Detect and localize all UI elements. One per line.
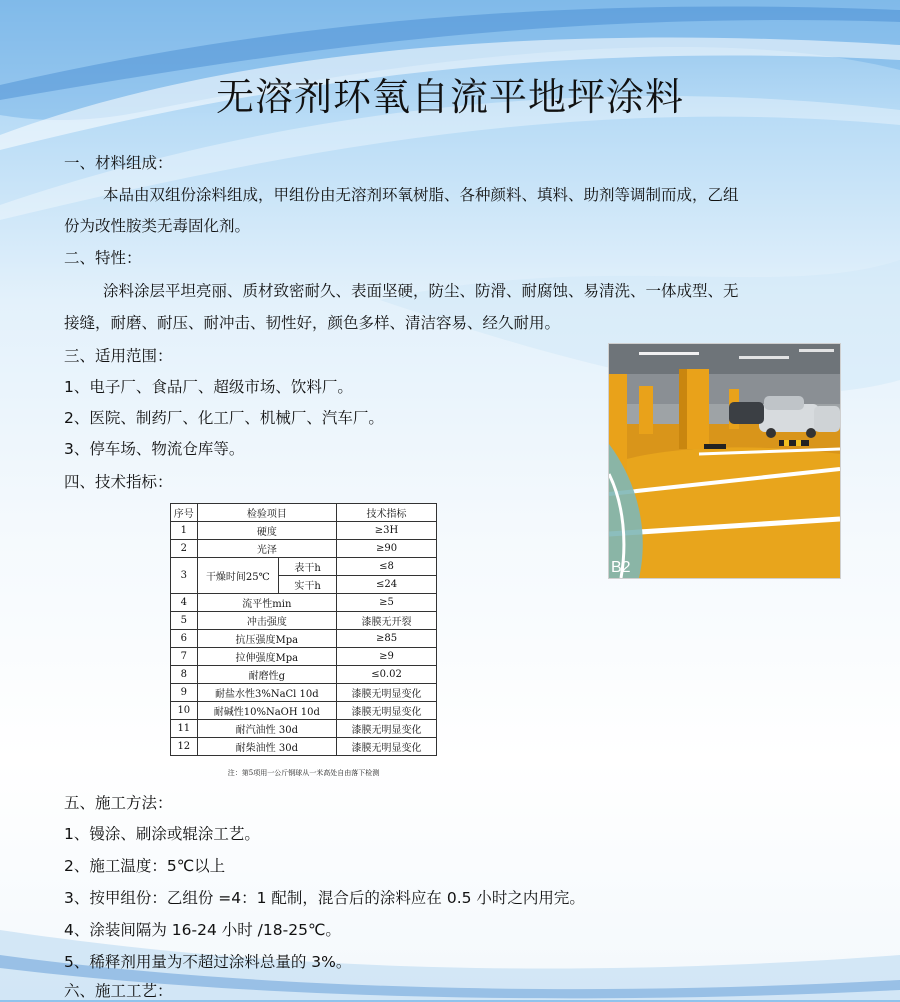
row-item: 耐汽油性 30d: [197, 720, 336, 738]
row-no: 5: [171, 612, 198, 630]
row-no: 6: [171, 630, 198, 648]
section1-paragraph-line1: 本品由双组份涂料组成，甲组份由无溶剂环氧树脂、各种颜料、填料、助剂等调制而成，乙组: [103, 186, 739, 204]
row-item: 耐柴油性 30d: [197, 738, 336, 756]
table-row: [171, 558, 437, 576]
parking-sign-text: B2: [611, 559, 631, 576]
table-row: [171, 630, 437, 648]
row-no: 1: [171, 522, 198, 540]
section4-heading: 四、技术指标：: [64, 473, 173, 491]
row-no: 4: [171, 594, 198, 612]
row-value: ≥5: [337, 594, 437, 612]
row-item: 冲击强度: [197, 612, 336, 630]
row-value: 漆膜无明显变化: [337, 684, 437, 702]
row-value: ≥9: [337, 648, 437, 666]
section3-item: 2、医院、制药厂、化工厂、机械厂、汽车厂。: [64, 409, 384, 427]
section5-item: 3、按甲组份：乙组份 =4：1 配制，混合后的涂料应在 0.5 小时之内用完。: [64, 889, 585, 907]
section2-paragraph-line1: 涂料涂层平坦亮丽、质材致密耐久、表面坚硬，防尘、防滑、耐腐蚀、易清洗、一体成型、无: [103, 282, 739, 300]
spec-table: [170, 503, 437, 756]
table-row: [171, 702, 437, 720]
row-value: 漆膜无开裂: [337, 612, 437, 630]
table-row: [171, 666, 437, 684]
section2-paragraph-line2: 接缝，耐磨、耐压、耐冲击、韧性好，颜色多样、清洁容易、经久耐用。: [64, 314, 561, 332]
garage-illustration: [609, 344, 840, 578]
section1-heading: 一、材料组成：: [64, 154, 173, 172]
row-no: 3: [171, 558, 198, 594]
row-no: 12: [171, 738, 198, 756]
row-item: 拉伸强度Mpa: [197, 648, 336, 666]
row-item: 光泽: [197, 540, 336, 558]
row-value: 漆膜无明显变化: [337, 702, 437, 720]
table-row: [171, 612, 437, 630]
section5-item: 4、涂装间隔为 16-24 小时 /18-25℃。: [64, 921, 341, 939]
table-row: [171, 738, 437, 756]
row-no: 2: [171, 540, 198, 558]
row-item: 流平性min: [197, 594, 336, 612]
section1-paragraph-line2: 份为改性胺类无毒固化剂。: [64, 217, 251, 235]
section5-item: 2、施工温度：5℃以上: [64, 857, 226, 875]
table-row: [171, 540, 437, 558]
row-value: 漆膜无明显变化: [337, 738, 437, 756]
row-item: 耐盐水性3%NaCl 10d: [197, 684, 336, 702]
row-value: ≤24: [337, 576, 437, 594]
page-title: 无溶剂环氧自流平地坪涂料: [215, 75, 684, 119]
section2-heading: 二、特性：: [64, 249, 142, 267]
table-row: [171, 522, 437, 540]
parking-garage-photo: [608, 343, 841, 579]
row-no: 11: [171, 720, 198, 738]
row-item: 抗压强度Mpa: [197, 630, 336, 648]
table-row: [171, 594, 437, 612]
section3-item: 1、电子厂、食品厂、超级市场、饮料厂。: [64, 378, 353, 396]
row-item: 干燥时间25℃: [197, 558, 279, 594]
header-no: 序号: [171, 504, 198, 522]
table-row: [171, 684, 437, 702]
header-item: 检验项目: [197, 504, 336, 522]
section5-heading: 五、施工方法：: [64, 794, 173, 812]
section3-heading: 三、适用范围：: [64, 347, 173, 365]
row-no: 9: [171, 684, 198, 702]
row-item: 耐磨性g: [197, 666, 336, 684]
table-row: [171, 720, 437, 738]
table-row: [171, 648, 437, 666]
row-no: 10: [171, 702, 198, 720]
row-value: ≥85: [337, 630, 437, 648]
row-no: 7: [171, 648, 198, 666]
row-value: ≥3H: [337, 522, 437, 540]
row-value: ≤0.02: [337, 666, 437, 684]
header-value: 技术指标: [337, 504, 437, 522]
row-value: ≥90: [337, 540, 437, 558]
table-header-row: [171, 504, 437, 522]
section3-item: 3、停车场、物流仓库等。: [64, 440, 245, 458]
row-subitem: 表干h: [279, 558, 337, 576]
row-value: 漆膜无明显变化: [337, 720, 437, 738]
row-no: 8: [171, 666, 198, 684]
row-item: 硬度: [197, 522, 336, 540]
section6-heading: 六、施工工艺：: [64, 982, 173, 1000]
table-note: 注：第5项用一公斤钢球从一米高处自由落下检测: [227, 769, 380, 777]
row-item: 耐碱性10%NaOH 10d: [197, 702, 336, 720]
section5-item: 5、稀释剂用量为不超过涂料总量的 3%。: [64, 953, 352, 971]
row-subitem: 实干h: [279, 576, 337, 594]
row-value: ≤8: [337, 558, 437, 576]
section5-item: 1、镘涂、刷涂或辊涂工艺。: [64, 825, 260, 843]
